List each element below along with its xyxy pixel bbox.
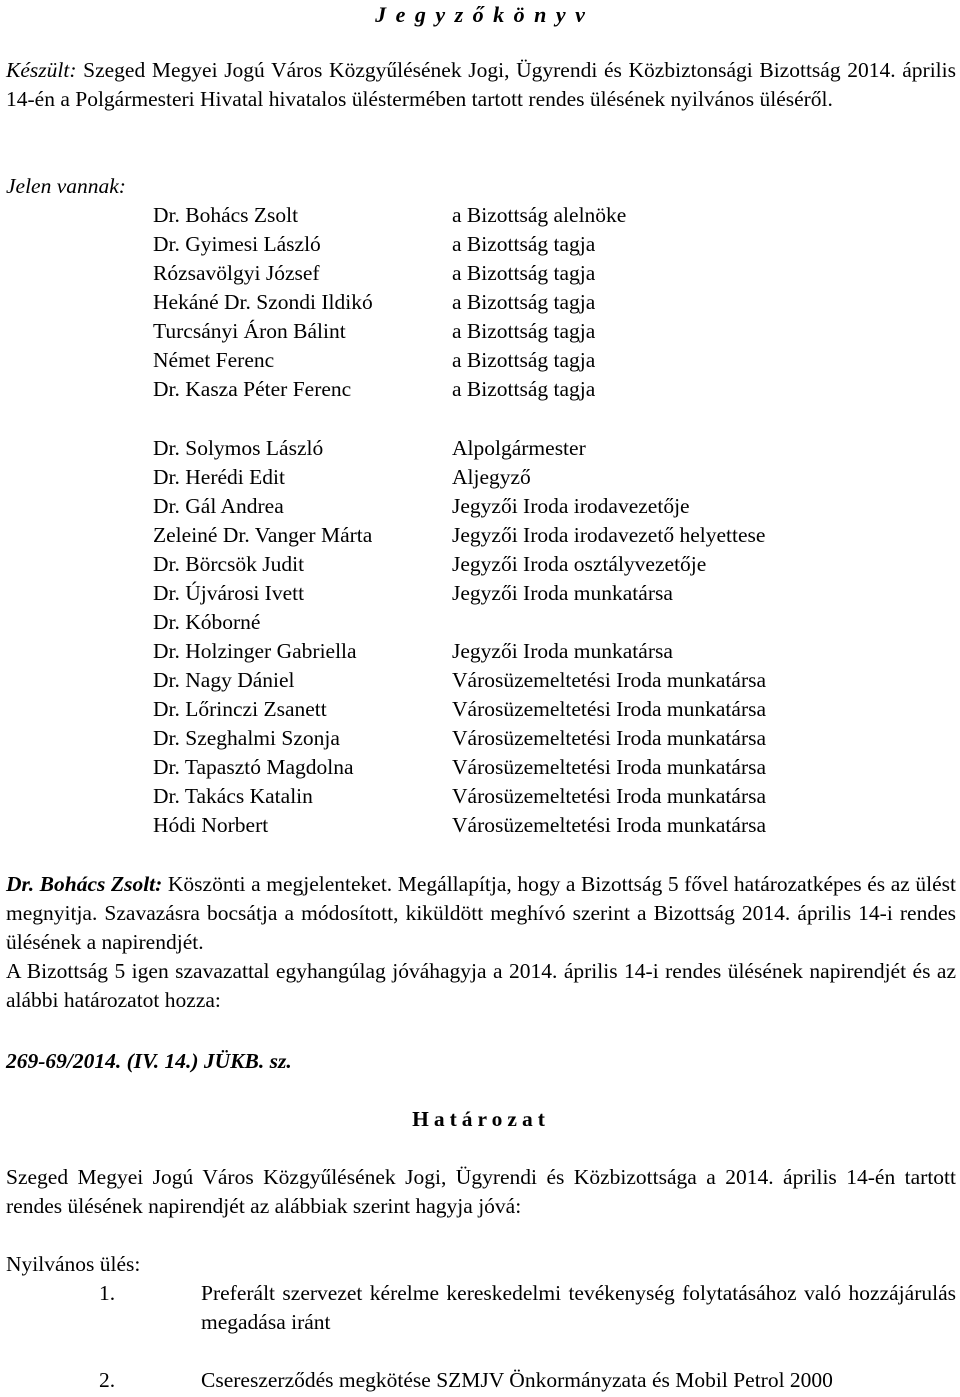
attendee-row	[6, 463, 956, 492]
attendee-name: Dr. Solymos László	[153, 436, 324, 460]
speech-paragraph	[6, 870, 956, 957]
attendee-name: Dr. Holzinger Gabriella	[153, 639, 357, 663]
attendee-name: Dr. Bohács Zsolt	[153, 203, 299, 227]
attendee-role: Jegyzői Iroda munkatársa	[452, 639, 673, 663]
public-session-label: Nyilvános ülés:	[6, 1252, 141, 1276]
attendee-role: Jegyzői Iroda irodavezető helyettese	[452, 523, 766, 547]
attendee-row	[6, 550, 956, 579]
agenda-number: 1.	[99, 1281, 116, 1305]
resolution-number: 269-69/2014. (IV. 14.) JÜKB. sz.	[6, 1049, 292, 1073]
attendee-role: a Bizottság tagja	[452, 232, 596, 256]
attendee-name: Dr. Kasza Péter Ferenc	[153, 377, 352, 401]
speech-text: Köszönti a megjelenteket. Megállapítja, hogy a Bizottság 5 fővel határozatképes és az ülést megnyitja. Szavazásra bocsátja a módosított, kiküldött meghívó szerint a Bizottság 2014. április 14-i rendes ülésének a napirendjét.	[6, 872, 956, 954]
attendee-row	[6, 434, 956, 463]
attendee-role: a Bizottság alelnöke	[452, 203, 627, 227]
attendee-name: Turcsányi Áron Bálint	[153, 319, 346, 343]
intro-label: Készült:	[6, 58, 77, 82]
attendee-name: Dr. Börcsök Judit	[153, 552, 305, 576]
attendee-role: Jegyzői Iroda munkatársa	[452, 581, 673, 605]
attendee-row	[6, 608, 956, 637]
attendee-role: Városüzemeltetési Iroda munkatársa	[452, 755, 767, 779]
attendee-name: Rózsavölgyi József	[153, 261, 320, 285]
attendee-name: Dr. Kóborné	[153, 610, 261, 634]
attendee-role: Városüzemeltetési Iroda munkatársa	[452, 813, 767, 837]
attendee-row	[6, 579, 956, 608]
attendee-row	[6, 521, 956, 550]
attendee-name: Német Ferenc	[153, 348, 275, 372]
attendee-role: Városüzemeltetési Iroda munkatársa	[452, 726, 767, 750]
attendee-name: Hekáné Dr. Szondi Ildikó	[153, 290, 373, 314]
attendee-row	[6, 782, 956, 811]
attendee-name: Dr. Herédi Edit	[153, 465, 285, 489]
attendee-name: Dr. Nagy Dániel	[153, 668, 295, 692]
attendee-row	[6, 753, 956, 782]
attendee-name: Dr. Tapasztó Magdolna	[153, 755, 354, 779]
attendee-role: a Bizottság tagja	[452, 348, 596, 372]
attendee-role: a Bizottság tagja	[452, 319, 596, 343]
agenda-text: Csereszerződés megkötése SZMJV Önkormányzata és Mobil Petrol 2000	[201, 1368, 833, 1392]
attendee-row	[6, 288, 956, 317]
attendee-role: Jegyzői Iroda osztályvezetője	[452, 552, 707, 576]
attendee-row	[6, 259, 956, 288]
attendee-role: Városüzemeltetési Iroda munkatársa	[452, 668, 767, 692]
attendee-row	[6, 230, 956, 259]
attendee-role: Jegyzői Iroda irodavezetője	[452, 494, 690, 518]
attendee-role: Városüzemeltetési Iroda munkatársa	[452, 697, 767, 721]
resolution-title: Határozat	[412, 1107, 550, 1131]
attendee-role: a Bizottság tagja	[452, 290, 596, 314]
attendee-role: a Bizottság tagja	[452, 377, 596, 401]
attendee-name: Dr. Újvárosi Ivett	[153, 581, 305, 605]
attendee-name: Dr. Szeghalmi Szonja	[153, 726, 340, 750]
attendee-row	[6, 375, 956, 404]
attendee-name: Zeleiné Dr. Vanger Márta	[153, 523, 373, 547]
attendee-row	[6, 666, 956, 695]
attendee-name: Dr. Gál Andrea	[153, 494, 284, 518]
attendee-role: Alpolgármester	[452, 436, 586, 460]
attendee-role: a Bizottság tagja	[452, 261, 596, 285]
resolution-text: Szeged Megyei Jogú Város Közgyűlésének Jogi, Ügyrendi és Közbizottsága a 2014. április 14-én tartott rendes ülésének napirendjét az alábbiak szerint hagyja jóvá:	[6, 1165, 956, 1218]
attendee-row	[6, 317, 956, 346]
attendee-row	[6, 201, 956, 230]
attendee-name: Dr. Takács Katalin	[153, 784, 313, 808]
attendee-row	[6, 811, 956, 840]
attendee-row	[6, 492, 956, 521]
attendee-role: Városüzemeltetési Iroda munkatársa	[452, 784, 767, 808]
intro-text: Szeged Megyei Jogú Város Közgyűlésének Jogi, Ügyrendi és Közbiztonsági Bizottság 2014. április 14-én a Polgármesteri Hivatal hivatalos üléstermében tartott rendes ülésének nyilvános üléséről.	[6, 58, 956, 111]
vote-paragraph: A Bizottság 5 igen szavazattal egyhangúlag jóváhagyja a 2014. április 14-i rendes ülésének napirendjét és az alábbi határozatot hozza:	[6, 959, 956, 1012]
present-label: Jelen vannak:	[6, 174, 126, 198]
agenda-number: 2.	[99, 1368, 116, 1392]
attendee-name: Dr. Lőrinczi Zsanett	[153, 697, 327, 721]
attendee-row	[6, 346, 956, 375]
attendee-row	[6, 724, 956, 753]
attendee-row	[6, 695, 956, 724]
intro-paragraph	[6, 56, 956, 114]
attendee-name: Hódi Norbert	[153, 813, 269, 837]
agenda-text: Preferált szervezet kérelme kereskedelmi tevékenység folytatásához való hozzájárulás megadása iránt	[201, 1281, 956, 1334]
speaker-name: Dr. Bohács Zsolt:	[6, 872, 163, 896]
attendee-name: Dr. Gyimesi László	[153, 232, 321, 256]
attendee-row	[6, 637, 956, 666]
document-title: J e g y z ő k ö n y v	[375, 2, 587, 27]
attendee-role: Aljegyző	[452, 465, 531, 489]
